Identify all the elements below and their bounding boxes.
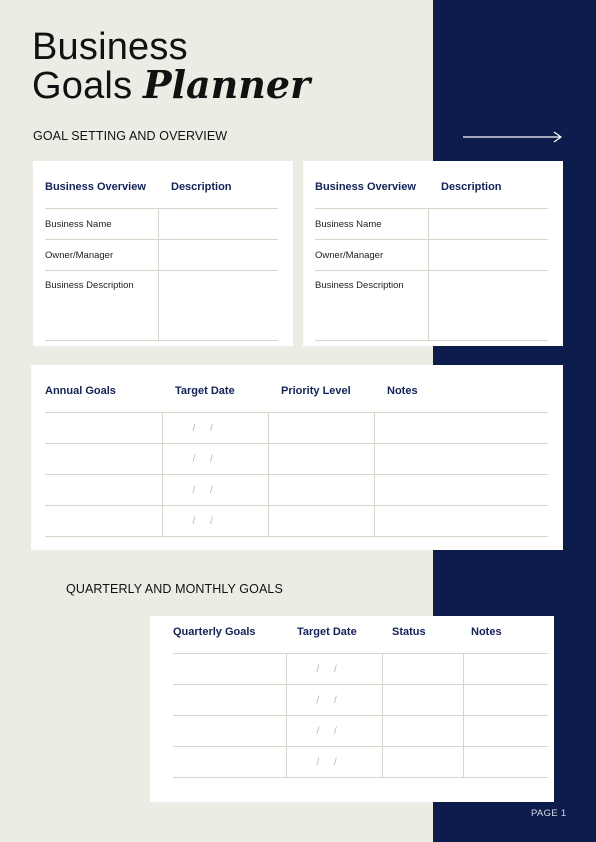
- column-header: Description: [158, 166, 278, 209]
- target-date-cell[interactable]: [162, 506, 268, 537]
- row-label: Business Description: [315, 271, 428, 341]
- priority-cell[interactable]: [268, 506, 374, 537]
- description-cell[interactable]: [428, 209, 548, 240]
- status-cell[interactable]: [382, 747, 463, 778]
- description-cell[interactable]: [428, 271, 548, 341]
- column-header: Quarterly Goals: [173, 611, 286, 654]
- overview-card-2: [303, 161, 563, 346]
- row-label: Business Name: [45, 209, 158, 240]
- column-header: Business Overview: [45, 166, 158, 209]
- target-date-cell[interactable]: [162, 413, 268, 444]
- title-line-2: [32, 62, 311, 107]
- notes-cell[interactable]: [374, 413, 548, 444]
- table-row: [45, 475, 548, 506]
- description-cell[interactable]: [158, 209, 278, 240]
- target-date-cell[interactable]: [286, 654, 382, 685]
- status-cell[interactable]: [382, 716, 463, 747]
- notes-cell[interactable]: [374, 506, 548, 537]
- table-row: [45, 413, 548, 444]
- target-date-cell[interactable]: [286, 685, 382, 716]
- title-script-word: Planner: [143, 62, 311, 107]
- notes-cell[interactable]: [463, 747, 548, 778]
- notes-cell[interactable]: [374, 444, 548, 475]
- page-number: PAGE 1: [531, 808, 567, 819]
- column-header: Notes: [463, 611, 548, 654]
- table-row: [173, 716, 548, 747]
- table-row: [45, 506, 548, 537]
- priority-cell[interactable]: [268, 475, 374, 506]
- table-row: [173, 654, 548, 685]
- annual-goals-card: [31, 365, 563, 550]
- annual-goals-table: [45, 370, 548, 537]
- goal-cell[interactable]: [173, 654, 286, 685]
- date-placeholder: / /: [192, 515, 219, 527]
- row-label: Owner/Manager: [45, 240, 158, 271]
- table-row: [173, 685, 548, 716]
- priority-cell[interactable]: [268, 413, 374, 444]
- title-line-1: Business: [32, 26, 188, 68]
- goal-cell[interactable]: [45, 506, 162, 537]
- date-placeholder: / /: [316, 663, 343, 675]
- description-cell[interactable]: [158, 271, 278, 341]
- goal-cell[interactable]: [173, 685, 286, 716]
- column-header: Status: [382, 611, 463, 654]
- column-header: Business Overview: [315, 166, 428, 209]
- description-cell[interactable]: [428, 240, 548, 271]
- date-placeholder: / /: [192, 453, 219, 465]
- column-header: Description: [428, 166, 548, 209]
- date-placeholder: / /: [192, 484, 219, 496]
- priority-cell[interactable]: [268, 444, 374, 475]
- notes-cell[interactable]: [463, 654, 548, 685]
- row-label: Owner/Manager: [315, 240, 428, 271]
- date-placeholder: / /: [192, 422, 219, 434]
- status-cell[interactable]: [382, 685, 463, 716]
- target-date-cell[interactable]: [162, 444, 268, 475]
- goal-cell[interactable]: [173, 716, 286, 747]
- target-date-cell[interactable]: [286, 716, 382, 747]
- arrow-right-icon: [463, 130, 563, 144]
- overview-card-1: [33, 161, 293, 346]
- notes-cell[interactable]: [374, 475, 548, 506]
- column-header: Target Date: [286, 611, 382, 654]
- date-placeholder: / /: [316, 756, 343, 768]
- page-title: [32, 28, 310, 105]
- overview-table-2: [315, 166, 548, 341]
- column-header: Annual Goals: [45, 370, 162, 413]
- row-label: Business Name: [315, 209, 428, 240]
- column-header: Target Date: [162, 370, 268, 413]
- target-date-cell[interactable]: [286, 747, 382, 778]
- column-header: Notes: [374, 370, 548, 413]
- date-placeholder: / /: [316, 694, 343, 706]
- date-placeholder: / /: [316, 725, 343, 737]
- goal-cell[interactable]: [173, 747, 286, 778]
- overview-table-1: [45, 166, 278, 341]
- section-heading-goal-setting: GOAL SETTING AND OVERVIEW: [33, 129, 228, 143]
- column-header: Priority Level: [268, 370, 374, 413]
- quarterly-goals-card: [150, 616, 554, 802]
- description-cell[interactable]: [158, 240, 278, 271]
- target-date-cell[interactable]: [162, 475, 268, 506]
- notes-cell[interactable]: [463, 685, 548, 716]
- goal-cell[interactable]: [45, 475, 162, 506]
- quarterly-goals-table: [173, 611, 548, 778]
- status-cell[interactable]: [382, 654, 463, 685]
- goal-cell[interactable]: [45, 444, 162, 475]
- title-plain-word: Goals: [32, 65, 133, 107]
- row-label: Business Description: [45, 271, 158, 341]
- goal-cell[interactable]: [45, 413, 162, 444]
- table-row: [45, 444, 548, 475]
- notes-cell[interactable]: [463, 716, 548, 747]
- section-heading-quarterly: QUARTERLY AND MONTHLY GOALS: [66, 582, 283, 596]
- table-row: [173, 747, 548, 778]
